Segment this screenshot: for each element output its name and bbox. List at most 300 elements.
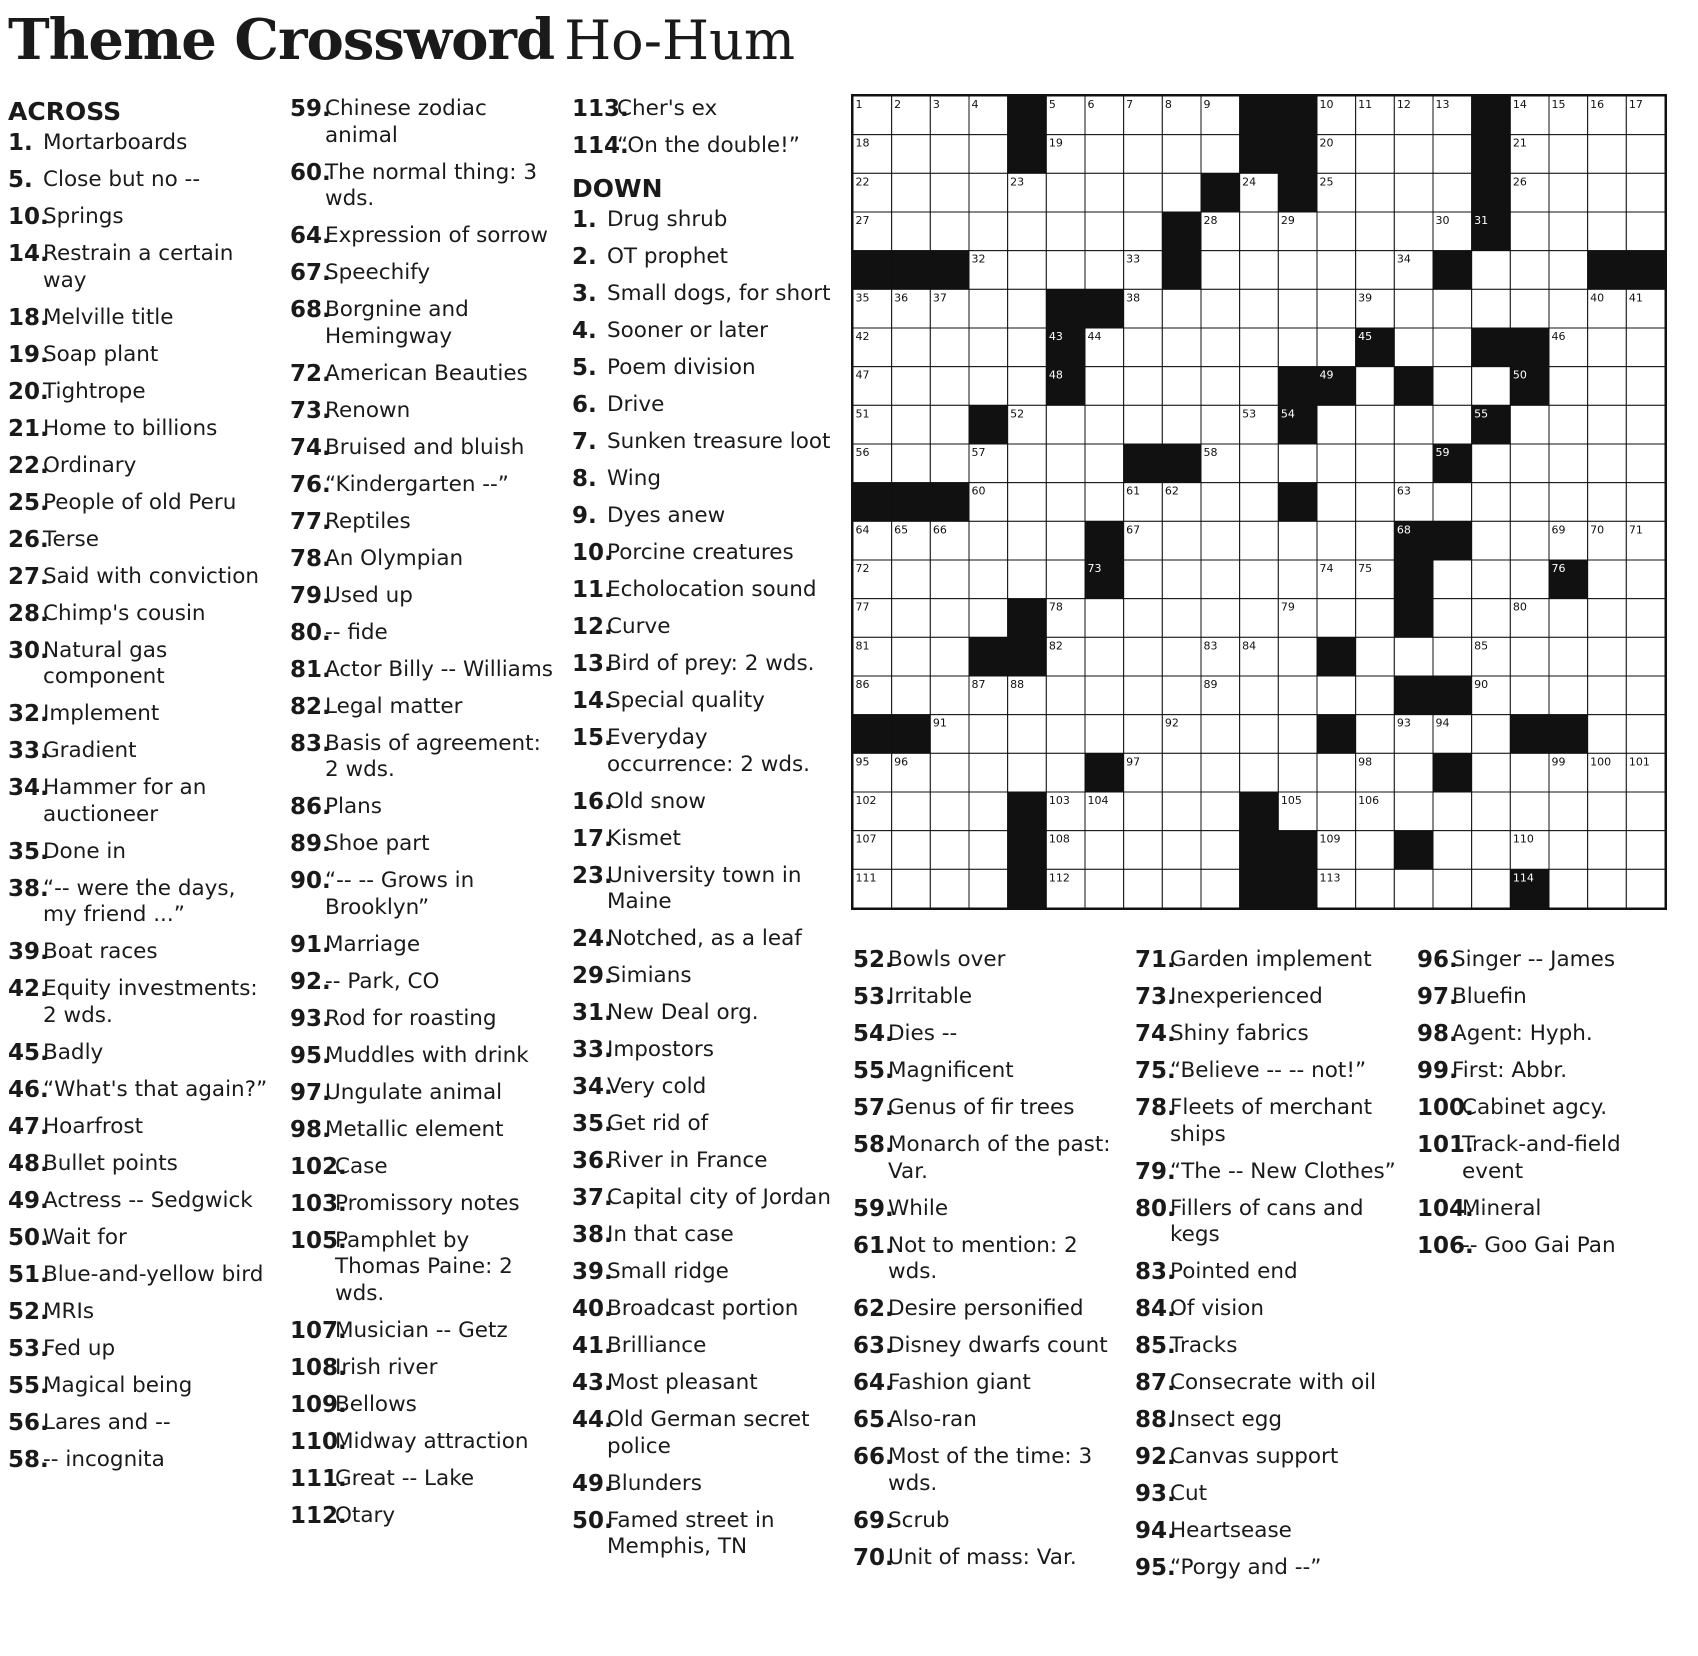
grid-cell[interactable] <box>1008 753 1047 792</box>
grid-cell[interactable] <box>1394 289 1433 328</box>
grid-cell[interactable] <box>1085 367 1124 406</box>
grid-cell[interactable] <box>1510 637 1549 676</box>
grid-cell[interactable] <box>930 328 969 367</box>
clue-number: 64. <box>853 1370 894 1396</box>
grid-cell[interactable] <box>1124 599 1163 638</box>
grid-cell[interactable] <box>1162 869 1201 908</box>
cell-number: 62 <box>1164 484 1179 498</box>
grid-cell[interactable] <box>1356 483 1395 522</box>
grid-cell[interactable] <box>1085 869 1124 908</box>
grid-cell[interactable] <box>1510 405 1549 444</box>
grid-cell[interactable] <box>892 792 931 831</box>
grid-cell[interactable] <box>1317 444 1356 483</box>
grid-cell[interactable] <box>930 367 969 406</box>
grid-cell[interactable] <box>1085 251 1124 290</box>
grid-cell[interactable] <box>1588 444 1627 483</box>
grid-cell[interactable] <box>930 135 969 174</box>
grid-cell[interactable] <box>1201 715 1240 754</box>
grid-cell[interactable] <box>1085 637 1124 676</box>
grid-cell[interactable] <box>1201 289 1240 328</box>
grid-cell[interactable] <box>1356 599 1395 638</box>
grid-cell[interactable] <box>1201 869 1240 908</box>
grid-cell[interactable] <box>1162 560 1201 599</box>
clue-text: Equity investments: 2 wds. <box>43 976 258 1028</box>
grid-cell[interactable] <box>1510 444 1549 483</box>
grid-cell[interactable] <box>1394 135 1433 174</box>
grid-cell[interactable] <box>1201 328 1240 367</box>
grid-cell[interactable] <box>1201 405 1240 444</box>
grid-cell[interactable] <box>969 135 1008 174</box>
grid-cell[interactable] <box>930 831 969 870</box>
grid-cell[interactable] <box>1549 444 1588 483</box>
clue-item <box>853 1021 1118 1048</box>
clue-number: 65. <box>853 1407 894 1433</box>
grid-cell[interactable] <box>1510 521 1549 560</box>
grid-cell[interactable] <box>1626 831 1665 870</box>
grid-cell[interactable] <box>1008 521 1047 560</box>
grid-cell[interactable] <box>1549 831 1588 870</box>
grid-cell[interactable] <box>1356 444 1395 483</box>
clue-item <box>853 947 1118 974</box>
grid-cell[interactable] <box>1046 173 1085 212</box>
clue-text: Marriage <box>325 931 421 957</box>
grid-cell[interactable] <box>1588 328 1627 367</box>
cell-number: 74 <box>1319 562 1334 575</box>
grid-cell[interactable] <box>1626 444 1665 483</box>
grid-cell[interactable] <box>1626 792 1665 831</box>
grid-cell[interactable] <box>1588 560 1627 599</box>
grid-cell[interactable] <box>1201 367 1240 406</box>
grid-cell[interactable] <box>930 212 969 251</box>
grid-cell[interactable] <box>1433 483 1472 522</box>
grid-cell[interactable] <box>1472 792 1511 831</box>
grid-cell[interactable] <box>1472 444 1511 483</box>
grid-cell[interactable] <box>1472 869 1511 908</box>
grid-cell[interactable] <box>1124 135 1163 174</box>
grid-cell[interactable] <box>1549 637 1588 676</box>
grid-cell[interactable] <box>1162 173 1201 212</box>
grid-cell[interactable] <box>1588 173 1627 212</box>
grid-block <box>892 483 931 522</box>
grid-cell[interactable] <box>930 792 969 831</box>
grid-cell[interactable] <box>930 560 969 599</box>
grid-cell[interactable] <box>1588 637 1627 676</box>
grid-cell[interactable] <box>1356 135 1395 174</box>
grid-cell[interactable] <box>1472 483 1511 522</box>
grid-cell[interactable] <box>969 599 1008 638</box>
grid-cell[interactable] <box>1510 289 1549 328</box>
grid-cell[interactable] <box>1394 328 1433 367</box>
grid-cell[interactable] <box>930 753 969 792</box>
clue-number: 41. <box>572 1333 613 1359</box>
grid-cell[interactable] <box>1046 715 1085 754</box>
grid-cell[interactable] <box>1008 367 1047 406</box>
grid-cell[interactable] <box>1588 135 1627 174</box>
clue-number: 73. <box>1135 984 1176 1010</box>
grid-cell[interactable] <box>1162 405 1201 444</box>
grid-cell[interactable] <box>1472 560 1511 599</box>
grid-cell[interactable] <box>1085 444 1124 483</box>
grid-cell[interactable] <box>1085 676 1124 715</box>
grid-cell[interactable] <box>1162 289 1201 328</box>
grid-cell[interactable] <box>1626 173 1665 212</box>
grid-cell[interactable] <box>930 637 969 676</box>
clue-number: 76. <box>290 471 331 498</box>
grid-cell[interactable] <box>1124 328 1163 367</box>
grid-cell[interactable] <box>1201 483 1240 522</box>
grid-cell[interactable] <box>1240 367 1279 406</box>
grid-cell[interactable] <box>1046 560 1085 599</box>
grid-cell[interactable] <box>1278 521 1317 560</box>
clue-text: Gradient <box>43 738 137 763</box>
grid-cell[interactable] <box>930 405 969 444</box>
grid-cell[interactable] <box>1317 328 1356 367</box>
grid-cell[interactable] <box>892 637 931 676</box>
grid-cell[interactable] <box>1356 676 1395 715</box>
grid-cell[interactable] <box>1046 521 1085 560</box>
grid-cell[interactable] <box>969 831 1008 870</box>
grid-cell[interactable] <box>1588 483 1627 522</box>
grid-cell[interactable] <box>1317 599 1356 638</box>
grid-cell[interactable] <box>1124 367 1163 406</box>
cell-number: 46 <box>1551 330 1566 343</box>
grid-block <box>1085 521 1124 560</box>
clue-item <box>572 614 837 641</box>
grid-cell[interactable] <box>1549 405 1588 444</box>
grid-cell[interactable] <box>1240 444 1279 483</box>
grid-cell[interactable] <box>1124 715 1163 754</box>
grid-cell[interactable] <box>1278 251 1317 290</box>
grid-cell[interactable] <box>1626 212 1665 251</box>
grid-cell[interactable] <box>892 328 931 367</box>
grid-cell[interactable] <box>1394 869 1433 908</box>
grid-cell[interactable] <box>1124 637 1163 676</box>
grid-cell[interactable] <box>1085 483 1124 522</box>
grid-cell[interactable] <box>1394 405 1433 444</box>
grid-cell[interactable] <box>1433 637 1472 676</box>
grid-cell[interactable] <box>969 521 1008 560</box>
grid-cell[interactable] <box>1008 715 1047 754</box>
grid-cell[interactable] <box>1626 715 1665 754</box>
grid-cell[interactable] <box>969 792 1008 831</box>
grid-cell[interactable] <box>1588 367 1627 406</box>
grid-cell[interactable] <box>1510 676 1549 715</box>
grid-cell[interactable] <box>1433 405 1472 444</box>
grid-cell[interactable] <box>1510 251 1549 290</box>
grid-cell[interactable] <box>1317 676 1356 715</box>
grid-cell[interactable] <box>1085 212 1124 251</box>
grid-cell[interactable] <box>969 367 1008 406</box>
grid-cell[interactable] <box>892 676 931 715</box>
grid-cell[interactable] <box>1472 367 1511 406</box>
grid-cell[interactable] <box>1356 405 1395 444</box>
grid-cell[interactable] <box>1046 676 1085 715</box>
grid-cell[interactable] <box>1549 212 1588 251</box>
grid-cell[interactable] <box>1162 637 1201 676</box>
grid-cell[interactable] <box>1472 831 1511 870</box>
grid-cell[interactable] <box>1162 521 1201 560</box>
grid-cell[interactable] <box>1356 173 1395 212</box>
grid-cell[interactable] <box>1549 483 1588 522</box>
grid-cell[interactable] <box>1588 869 1627 908</box>
grid-cell[interactable] <box>1240 599 1279 638</box>
grid-cell[interactable] <box>1162 753 1201 792</box>
cell-number: 66 <box>932 523 947 537</box>
grid-cell[interactable] <box>1472 753 1511 792</box>
grid-cell[interactable] <box>1008 444 1047 483</box>
cell-number: 19 <box>1048 136 1063 150</box>
cell-number: 72 <box>855 562 870 575</box>
grid-cell[interactable] <box>1588 405 1627 444</box>
grid-cell[interactable] <box>1588 831 1627 870</box>
grid-cell[interactable] <box>969 212 1008 251</box>
grid-cell[interactable] <box>930 444 969 483</box>
grid-cell[interactable] <box>1046 212 1085 251</box>
grid-cell[interactable] <box>1394 792 1433 831</box>
grid-cell[interactable] <box>1549 367 1588 406</box>
grid-cell[interactable] <box>1278 637 1317 676</box>
grid-cell[interactable] <box>1549 676 1588 715</box>
grid-cell[interactable] <box>969 753 1008 792</box>
grid-cell[interactable] <box>1626 328 1665 367</box>
grid-cell[interactable] <box>1433 792 1472 831</box>
grid-cell[interactable] <box>892 367 931 406</box>
grid-cell[interactable] <box>892 869 931 908</box>
grid-cell[interactable] <box>1046 405 1085 444</box>
grid-cell[interactable] <box>1008 328 1047 367</box>
grid-cell[interactable] <box>1588 792 1627 831</box>
grid-cell[interactable] <box>1394 212 1433 251</box>
grid-cell[interactable] <box>1394 753 1433 792</box>
grid-cell[interactable] <box>1588 676 1627 715</box>
grid-cell[interactable] <box>1085 405 1124 444</box>
grid-cell[interactable] <box>1626 637 1665 676</box>
grid-cell[interactable] <box>1549 289 1588 328</box>
grid-cell[interactable] <box>1626 560 1665 599</box>
cell-number: 8 <box>1164 98 1172 111</box>
grid-cell[interactable] <box>1046 753 1085 792</box>
clue-item <box>853 1545 1118 1572</box>
grid-cell[interactable] <box>1124 676 1163 715</box>
grid-cell[interactable] <box>1394 173 1433 212</box>
grid-cell[interactable] <box>1549 869 1588 908</box>
grid-cell[interactable] <box>1626 676 1665 715</box>
clue-item <box>8 379 273 406</box>
grid-cell[interactable] <box>1240 289 1279 328</box>
grid-cell[interactable] <box>1278 444 1317 483</box>
grid-cell[interactable] <box>1626 135 1665 174</box>
grid-cell[interactable] <box>1317 405 1356 444</box>
grid-cell[interactable] <box>1240 560 1279 599</box>
grid-cell[interactable] <box>1008 289 1047 328</box>
grid-cell[interactable] <box>1433 831 1472 870</box>
grid-cell[interactable] <box>1085 831 1124 870</box>
grid-cell[interactable] <box>1201 831 1240 870</box>
grid-cell[interactable] <box>1510 792 1549 831</box>
grid-cell[interactable] <box>892 173 931 212</box>
grid-cell[interactable] <box>1317 753 1356 792</box>
grid-cell[interactable] <box>1162 367 1201 406</box>
grid-cell[interactable] <box>892 444 931 483</box>
clue-item <box>853 1296 1118 1323</box>
grid-cell[interactable] <box>1162 328 1201 367</box>
grid-cell[interactable] <box>1008 212 1047 251</box>
grid-cell[interactable] <box>1472 715 1511 754</box>
grid-cell[interactable] <box>1472 521 1511 560</box>
grid-cell[interactable] <box>1124 173 1163 212</box>
grid-cell[interactable] <box>930 599 969 638</box>
grid-cell[interactable] <box>1124 212 1163 251</box>
grid-cell[interactable] <box>1240 251 1279 290</box>
grid-cell[interactable] <box>892 831 931 870</box>
grid-cell[interactable] <box>1240 328 1279 367</box>
cell-number: 78 <box>1048 600 1063 614</box>
grid-cell[interactable] <box>969 560 1008 599</box>
grid-cell[interactable] <box>1510 753 1549 792</box>
grid-cell[interactable] <box>1240 676 1279 715</box>
grid-cell[interactable] <box>1356 521 1395 560</box>
grid-cell[interactable] <box>1124 869 1163 908</box>
grid-cell[interactable] <box>969 715 1008 754</box>
grid-cell[interactable] <box>1588 212 1627 251</box>
grid-cell[interactable] <box>930 869 969 908</box>
grid-cell[interactable] <box>1356 367 1395 406</box>
grid-cell[interactable] <box>1433 135 1472 174</box>
clue-text: Case <box>335 1153 388 1179</box>
grid-cell[interactable] <box>1510 560 1549 599</box>
grid-cell[interactable] <box>1085 715 1124 754</box>
grid-cell[interactable] <box>1317 792 1356 831</box>
grid-cell[interactable] <box>1201 521 1240 560</box>
grid-cell[interactable] <box>1240 521 1279 560</box>
grid-cell[interactable] <box>1201 251 1240 290</box>
grid-cell[interactable] <box>1240 483 1279 522</box>
grid-cell[interactable] <box>1549 792 1588 831</box>
grid-cell[interactable] <box>1317 521 1356 560</box>
grid-cell[interactable] <box>1317 289 1356 328</box>
grid-cell[interactable] <box>1588 715 1627 754</box>
grid-cell[interactable] <box>1356 212 1395 251</box>
clue-text: Restrain a certain way <box>43 241 234 293</box>
grid-cell[interactable] <box>1201 560 1240 599</box>
grid-cell[interactable] <box>892 560 931 599</box>
grid-cell[interactable] <box>1433 560 1472 599</box>
grid-cell[interactable] <box>1356 869 1395 908</box>
cell-number: 86 <box>855 678 870 691</box>
grid-cell[interactable] <box>1046 483 1085 522</box>
grid-cell[interactable] <box>1162 599 1201 638</box>
grid-cell[interactable] <box>1472 289 1511 328</box>
grid-cell[interactable] <box>1162 676 1201 715</box>
grid-cell[interactable] <box>969 328 1008 367</box>
grid-cell[interactable] <box>1162 831 1201 870</box>
grid-cell[interactable] <box>1356 715 1395 754</box>
grid-cell[interactable] <box>1085 173 1124 212</box>
grid-cell[interactable] <box>1278 560 1317 599</box>
grid-cell[interactable] <box>1240 212 1279 251</box>
grid-cell[interactable] <box>1046 444 1085 483</box>
grid-cell[interactable] <box>1317 212 1356 251</box>
clue-item <box>1135 947 1400 974</box>
grid-cell[interactable] <box>892 212 931 251</box>
grid-cell[interactable] <box>1201 135 1240 174</box>
grid-cell[interactable] <box>1201 753 1240 792</box>
grid-cell[interactable] <box>1162 792 1201 831</box>
clue-text: Broadcast portion <box>607 1296 799 1321</box>
grid-cell[interactable] <box>1278 328 1317 367</box>
grid-cell[interactable] <box>1278 676 1317 715</box>
grid-cell[interactable] <box>1433 599 1472 638</box>
grid-cell[interactable] <box>1549 135 1588 174</box>
grid-cell[interactable] <box>1008 251 1047 290</box>
grid-cell[interactable] <box>1162 135 1201 174</box>
grid-cell[interactable] <box>1278 289 1317 328</box>
grid-cell[interactable] <box>1626 405 1665 444</box>
grid-cell[interactable] <box>1085 135 1124 174</box>
grid-cell[interactable] <box>892 135 931 174</box>
grid-cell[interactable] <box>930 676 969 715</box>
grid-cell[interactable] <box>1356 637 1395 676</box>
grid-cell[interactable] <box>892 405 931 444</box>
grid-cell[interactable] <box>1549 173 1588 212</box>
grid-cell[interactable] <box>1085 599 1124 638</box>
grid-cell[interactable] <box>1433 367 1472 406</box>
grid-cell[interactable] <box>1626 367 1665 406</box>
grid-cell[interactable] <box>892 599 931 638</box>
grid-cell[interactable] <box>1510 483 1549 522</box>
grid-cell[interactable] <box>969 289 1008 328</box>
grid-cell[interactable] <box>1394 637 1433 676</box>
grid-cell[interactable] <box>1201 599 1240 638</box>
grid-cell[interactable] <box>1317 483 1356 522</box>
grid-cell[interactable] <box>1549 599 1588 638</box>
grid-cell[interactable] <box>1433 869 1472 908</box>
grid-cell[interactable] <box>1124 831 1163 870</box>
grid-cell[interactable] <box>1549 251 1588 290</box>
grid-cell[interactable] <box>1278 753 1317 792</box>
grid-cell[interactable] <box>930 173 969 212</box>
grid-cell[interactable] <box>1356 251 1395 290</box>
grid-cell[interactable] <box>1356 831 1395 870</box>
grid-cell[interactable] <box>1008 483 1047 522</box>
clue-text: Monarch of the past: Var. <box>888 1132 1111 1184</box>
grid-cell[interactable] <box>969 869 1008 908</box>
grid-cell[interactable] <box>1124 560 1163 599</box>
grid-cell[interactable] <box>1588 599 1627 638</box>
grid-cell[interactable] <box>1240 715 1279 754</box>
grid-cell[interactable] <box>1046 251 1085 290</box>
grid-cell[interactable] <box>1626 483 1665 522</box>
grid-cell[interactable] <box>1472 251 1511 290</box>
clue-item <box>290 1043 555 1070</box>
grid-cell[interactable] <box>1510 212 1549 251</box>
grid-cell[interactable] <box>1278 715 1317 754</box>
grid-cell[interactable] <box>1240 753 1279 792</box>
grid-cell[interactable] <box>1626 599 1665 638</box>
grid-cell[interactable] <box>1124 792 1163 831</box>
grid-cell[interactable] <box>1394 444 1433 483</box>
grid-cell[interactable] <box>1472 599 1511 638</box>
grid-cell[interactable] <box>1433 289 1472 328</box>
grid-cell[interactable] <box>1008 560 1047 599</box>
grid-cell[interactable] <box>1626 869 1665 908</box>
grid-cell[interactable] <box>1433 173 1472 212</box>
grid-cell[interactable] <box>1201 792 1240 831</box>
grid-cell[interactable] <box>1124 405 1163 444</box>
grid-cell[interactable] <box>1433 328 1472 367</box>
grid-cell[interactable] <box>1317 251 1356 290</box>
grid-cell[interactable] <box>969 173 1008 212</box>
